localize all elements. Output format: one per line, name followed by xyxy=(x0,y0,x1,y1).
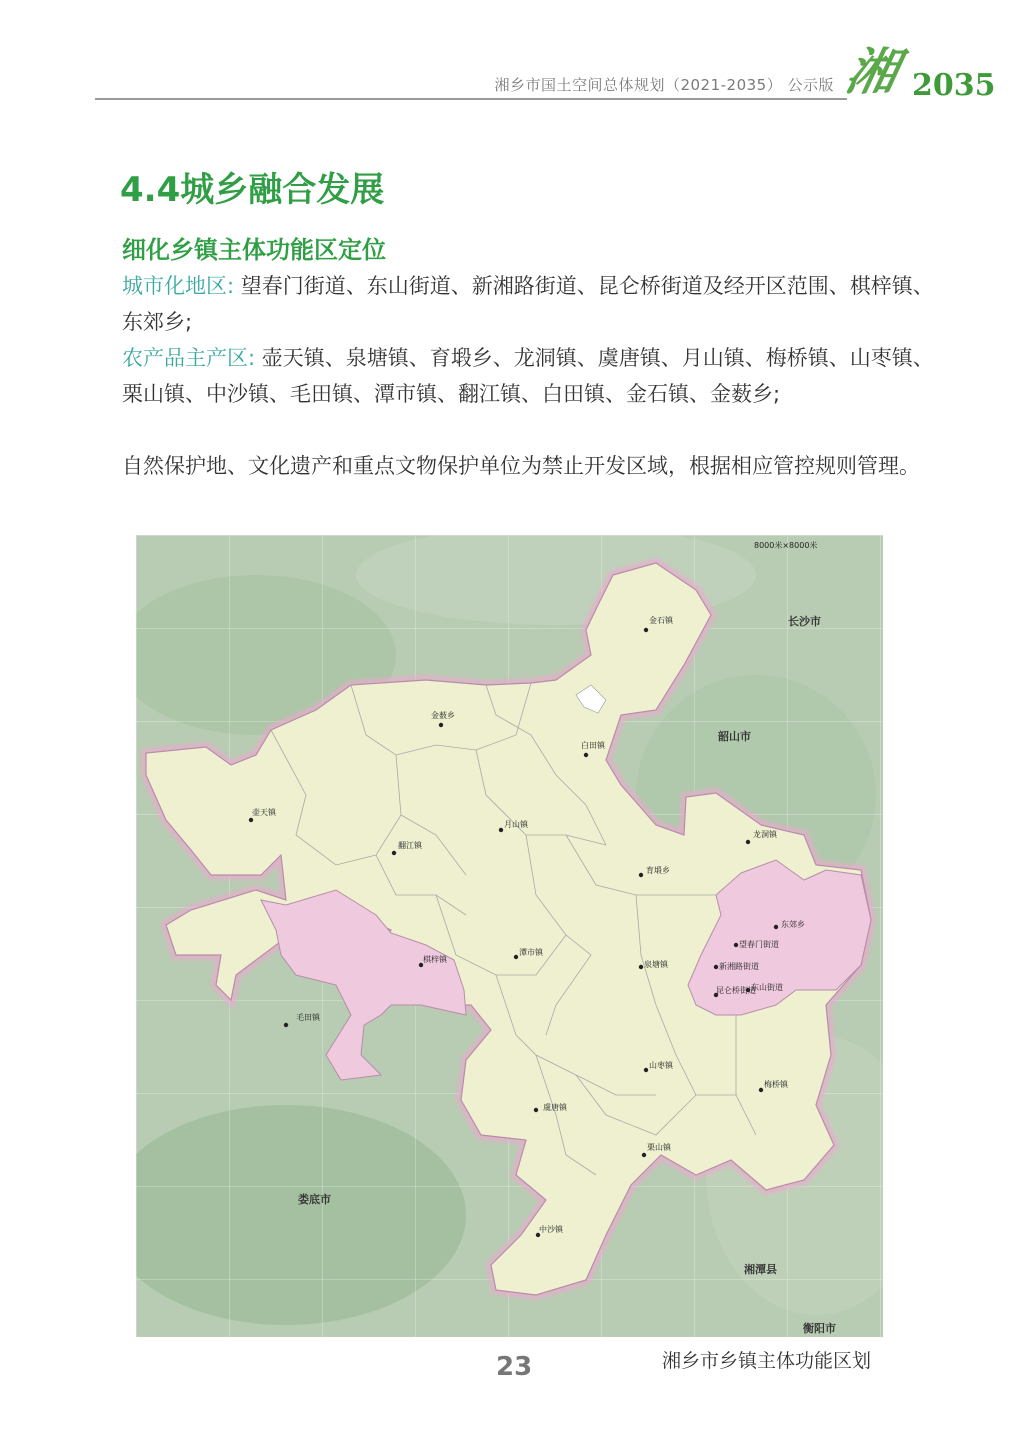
plan-logo xyxy=(840,32,998,112)
town-dot-dongjiao xyxy=(774,925,778,929)
agri-area-text: 壶天镇、泉塘镇、育塅乡、龙洞镇、虞唐镇、月山镇、梅桥镇、山枣镇、栗山镇、中沙镇、毛田镇、潭市镇、翻江镇、白田镇、金石镇、金薮乡; xyxy=(122,346,934,406)
town-dot-shanzao xyxy=(644,1068,648,1072)
town-dot-longdong xyxy=(746,840,750,844)
town-dot-meiqiao xyxy=(759,1088,763,1092)
town-label-yutang: 虞唐镇 xyxy=(543,1103,567,1112)
document-header-title: 湘乡市国土空间总体规划（2021-2035） 公示版 xyxy=(494,76,834,94)
town-label-fanjiang: 翻江镇 xyxy=(398,841,422,850)
urban-area-label: 城市化地区: xyxy=(122,274,235,298)
town-label-wangchunmen: 望春门街道 xyxy=(739,940,779,949)
town-label-yuduan: 育塅乡 xyxy=(646,866,670,875)
neighbor-label-xiangtan: 湘潭县 xyxy=(744,1263,777,1276)
town-dot-quantang xyxy=(639,965,643,969)
section-title: 4.4城乡融合发展 xyxy=(120,170,385,210)
town-label-jinsou: 金薮乡 xyxy=(431,711,455,720)
town-label-quantang: 泉塘镇 xyxy=(644,960,668,969)
map-caption: 湘乡市乡镇主体功能区划 xyxy=(662,1350,872,1372)
town-label-maotian: 毛田镇 xyxy=(296,1013,320,1022)
neighbor-label-changsha: 长沙市 xyxy=(788,615,821,628)
section-subtitle: 细化乡镇主体功能区定位 xyxy=(122,236,386,264)
page-number: 23 xyxy=(496,1352,533,1382)
protected-area-paragraph: 自然保护地、文化遗产和重点文物保护单位为禁止开发区域，根据相应管控规则管理。 xyxy=(122,454,920,478)
town-label-shanzao: 山枣镇 xyxy=(649,1061,673,1070)
town-dot-xinxianglu xyxy=(714,965,718,969)
logo-year: 2035 xyxy=(912,68,996,103)
town-label-longdong: 龙洞镇 xyxy=(753,830,777,839)
town-label-zhongsha: 中沙镇 xyxy=(539,1225,563,1234)
agri-area-label: 农产品主产区: xyxy=(122,346,256,370)
map-scale-note: 8000米×8000米 xyxy=(754,541,818,550)
town-dot-maotian xyxy=(284,1023,288,1027)
header-divider xyxy=(95,98,847,100)
town-dot-yutang xyxy=(534,1108,538,1112)
neighbor-label-shaoshan: 韶山市 xyxy=(718,730,751,743)
town-label-dongjiao: 东郊乡 xyxy=(781,920,805,929)
township-function-zoning-map xyxy=(136,535,883,1337)
urban-area-paragraph xyxy=(122,268,942,340)
town-dot-jinshi xyxy=(644,628,648,632)
town-label-qizi: 棋梓镇 xyxy=(423,955,447,964)
town-dot-tanshi xyxy=(514,955,518,959)
town-dot-lishan xyxy=(642,1153,646,1157)
map-svg xyxy=(136,535,883,1337)
town-dot-baitian xyxy=(584,753,588,757)
town-dot-yuduan xyxy=(639,873,643,877)
town-dot-fanjiang xyxy=(392,851,396,855)
town-label-meiqiao: 梅桥镇 xyxy=(764,1080,788,1089)
town-label-xinxianglu: 新湘路街道 xyxy=(719,962,759,971)
town-label-tanshi: 潭市镇 xyxy=(519,948,543,957)
town-label-yueshan: 月山镇 xyxy=(504,820,528,829)
town-label-lishan: 栗山镇 xyxy=(647,1143,671,1152)
town-dot-yueshan xyxy=(499,828,503,832)
town-dot-jinsou xyxy=(439,723,443,727)
neighbor-label-loudi: 娄底市 xyxy=(298,1193,331,1206)
town-label-jinshi: 金石镇 xyxy=(649,616,673,625)
logo-script-text: 湘 xyxy=(840,42,898,101)
town-dot-hutian xyxy=(249,818,253,822)
town-label-hutian: 壶天镇 xyxy=(252,808,276,817)
town-label-kunlunqiao: 昆仑桥街道 xyxy=(716,986,756,995)
town-label-baitian: 白田镇 xyxy=(581,741,605,750)
urban-area-text: 望春门街道、东山街道、新湘路街道、昆仑桥街道及经开区范围、棋梓镇、东郊乡; xyxy=(122,274,934,334)
town-dot-wangchunmen xyxy=(734,943,738,947)
neighbor-label-hengyang: 衡阳市 xyxy=(803,1322,836,1335)
town-label-dongshan: 东山街道 xyxy=(751,983,783,992)
agri-area-paragraph xyxy=(122,340,942,412)
